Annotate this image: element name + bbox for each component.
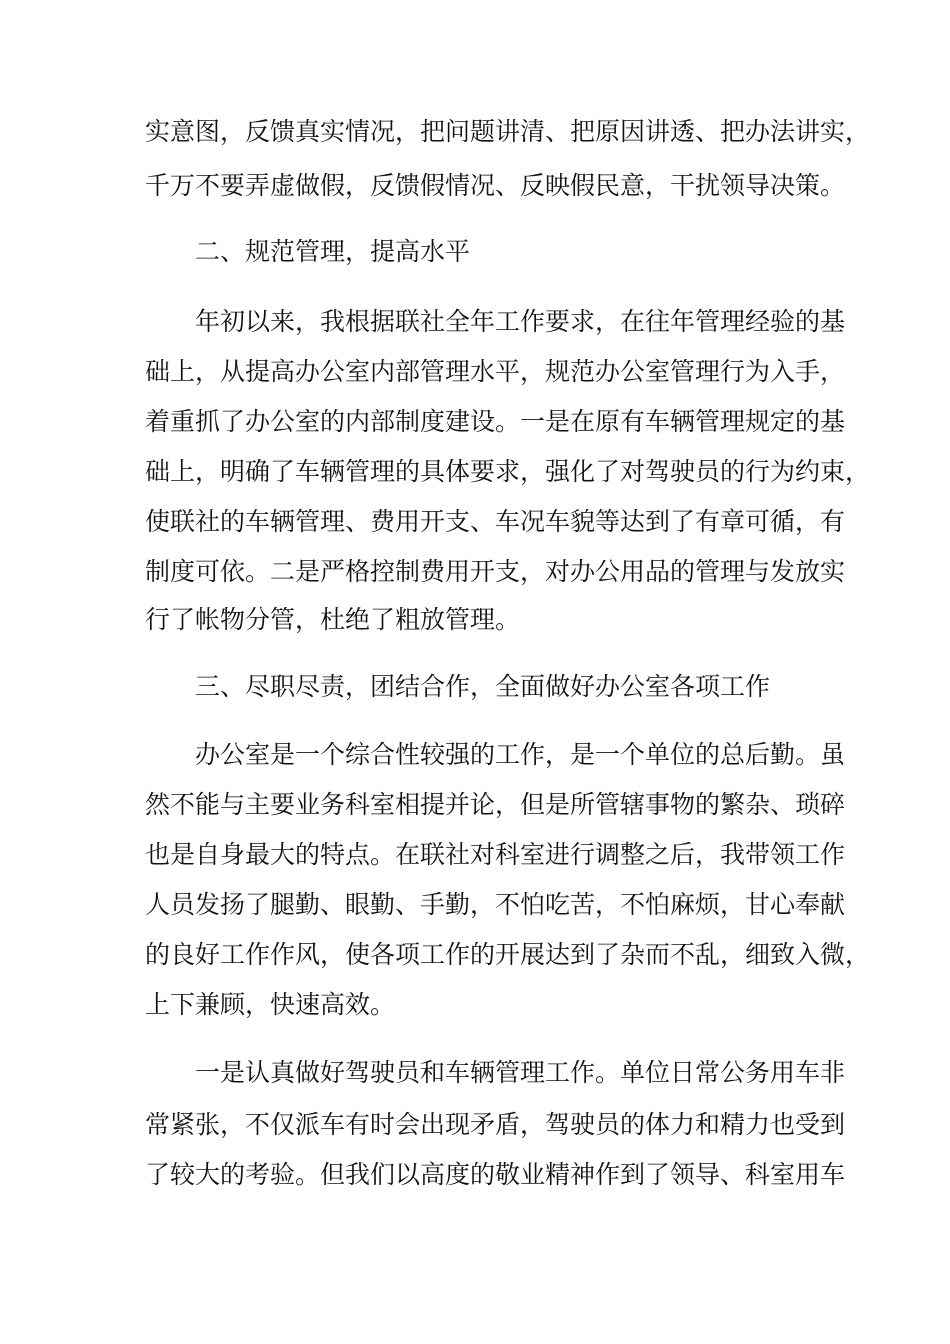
text-line: 人员发扬了腿勤、眼勤、手勤，不怕吃苦，不怕麻烦，甘心奉献 [145,890,846,919]
text-line: 也是自身最大的特点。在联社对科室进行调整之后，我带领工作 [145,840,846,869]
text-line: 了较大的考验。但我们以高度的敬业精神作到了领导、科室用车 [145,1160,846,1189]
text-line: 行了帐物分管，杜绝了粗放管理。 [145,605,521,634]
text-line: 一是认真做好驾驶员和车辆管理工作。单位日常公务用车非 [195,1058,846,1087]
text-line: 上下兼顾，快速高效。 [145,990,396,1019]
text-line: 的良好工作作风，使各项工作的开展达到了杂而不乱，细致入微， [145,940,871,969]
text-line: 然不能与主要业务科室相提并论，但是所管辖事物的繁杂、琐碎 [145,790,846,819]
text-line: 础上，明确了车辆管理的具体要求，强化了对驾驶员的行为约束， [145,457,871,486]
text-line: 使联社的车辆管理、费用开支、车况车貌等达到了有章可循，有 [145,507,846,536]
text-line: 实意图，反馈真实情况，把问题讲清、把原因讲透、把办法讲实， [145,117,871,146]
section-heading: 二、规范管理，提高水平 [195,237,471,266]
text-line: 制度可依。二是严格控制费用开支，对办公用品的管理与发放实 [145,557,846,586]
text-line: 着重抓了办公室的内部制度建设。一是在原有车辆管理规定的基 [145,407,846,436]
section-heading: 三、尽职尽责，团结合作，全面做好办公室各项工作 [195,672,771,701]
text-line: 础上，从提高办公室内部管理水平，规范办公室管理行为入手， [145,357,846,386]
text-line: 千万不要弄虚做假，反馈假情况、反映假民意，干扰领导决策。 [145,171,846,200]
text-line: 办公室是一个综合性较强的工作，是一个单位的总后勤。虽 [195,740,846,769]
text-line: 常紧张，不仅派车有时会出现矛盾，驾驶员的体力和精力也受到 [145,1110,846,1139]
text-line: 年初以来，我根据联社全年工作要求，在往年管理经验的基 [195,307,846,336]
